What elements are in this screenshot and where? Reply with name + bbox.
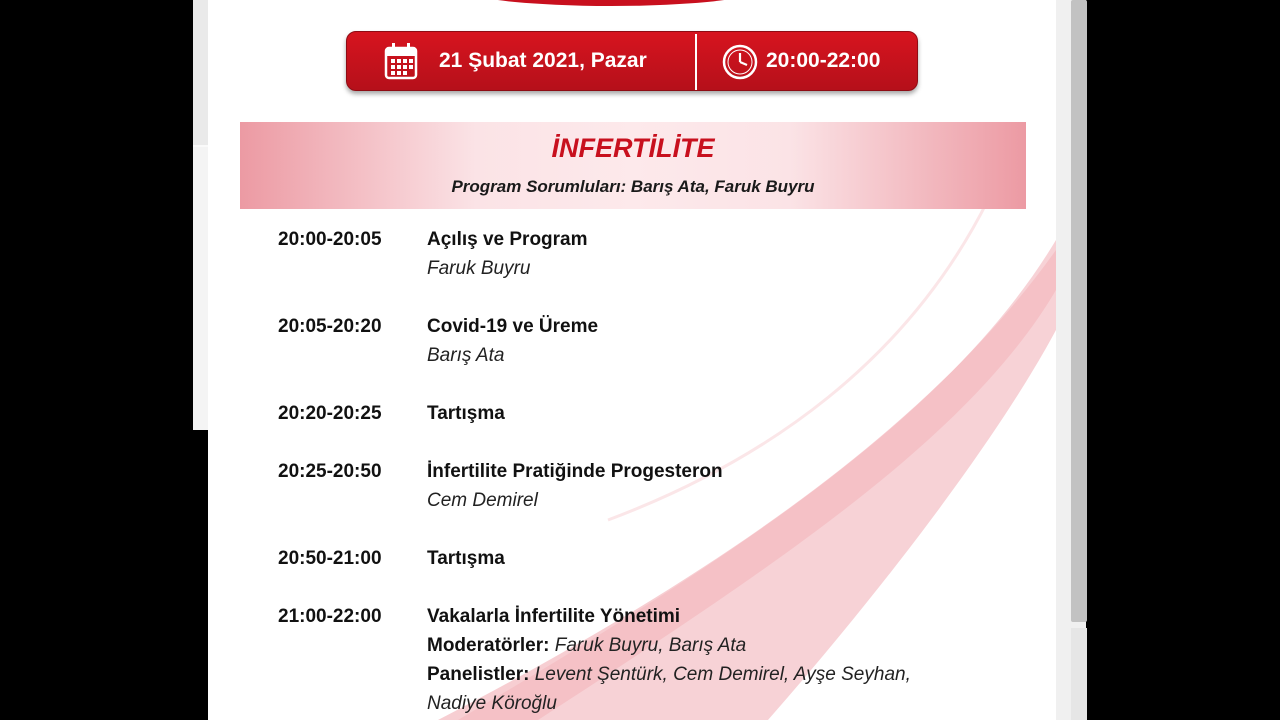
program-item-speaker: Faruk Buyru bbox=[427, 258, 531, 279]
program-item-title: Covid-19 ve Üreme bbox=[427, 316, 599, 337]
date-time-bar bbox=[346, 31, 918, 91]
calendar-icon bbox=[384, 42, 418, 80]
moderators-names: Faruk Buyru, Barış Ata bbox=[554, 635, 747, 656]
bar-divider bbox=[695, 34, 697, 90]
left-side-panel bbox=[193, 0, 209, 430]
scrollbar-lower[interactable] bbox=[1071, 628, 1087, 720]
moderators-line bbox=[427, 635, 746, 657]
panelists-names: Levent Şentürk, Cem Demirel, Ayşe Seyhan, bbox=[534, 664, 911, 685]
program-item-title: Açılış ve Program bbox=[427, 229, 588, 250]
program-item-speaker: Cem Demirel bbox=[427, 490, 538, 511]
scrollbar-thumb[interactable] bbox=[1071, 0, 1087, 622]
clock-icon bbox=[721, 43, 759, 81]
section-title: İNFERTİLİTE bbox=[551, 133, 715, 163]
program-item-speaker: Barış Ata bbox=[427, 345, 505, 366]
panelists-line bbox=[427, 664, 911, 686]
left-panel-segment bbox=[193, 0, 208, 147]
section-subtitle: Program Sorumluları: Barış Ata, Faruk Buyru bbox=[451, 177, 815, 196]
moderators-label: Moderatörler: bbox=[427, 635, 550, 656]
event-time-range: 20:00-22:00 bbox=[766, 49, 881, 72]
program-item-time: 20:00-20:05 bbox=[278, 229, 382, 250]
panelists-names-cont: Nadiye Köroğlu bbox=[427, 693, 557, 714]
program-item-time: 20:25-20:50 bbox=[278, 461, 382, 482]
program-item-time: 20:20-20:25 bbox=[278, 403, 382, 424]
panelists-line-cont bbox=[427, 693, 557, 715]
program-item-time: 21:00-22:00 bbox=[278, 606, 382, 627]
program-item-title: İnfertilite Pratiğinde Progesteron bbox=[427, 461, 723, 482]
program-item-title: Tartışma bbox=[427, 403, 505, 424]
program-item-title: Vakalarla İnfertilite Yönetimi bbox=[427, 606, 681, 627]
event-date: 21 Şubat 2021, Pazar bbox=[439, 49, 647, 72]
section-banner bbox=[240, 122, 1026, 209]
program-item-time: 20:05-20:20 bbox=[278, 316, 382, 337]
program-item-time: 20:50-21:00 bbox=[278, 548, 382, 569]
panelists-label: Panelistler: bbox=[427, 664, 530, 685]
program-item-title: Tartışma bbox=[427, 548, 505, 569]
